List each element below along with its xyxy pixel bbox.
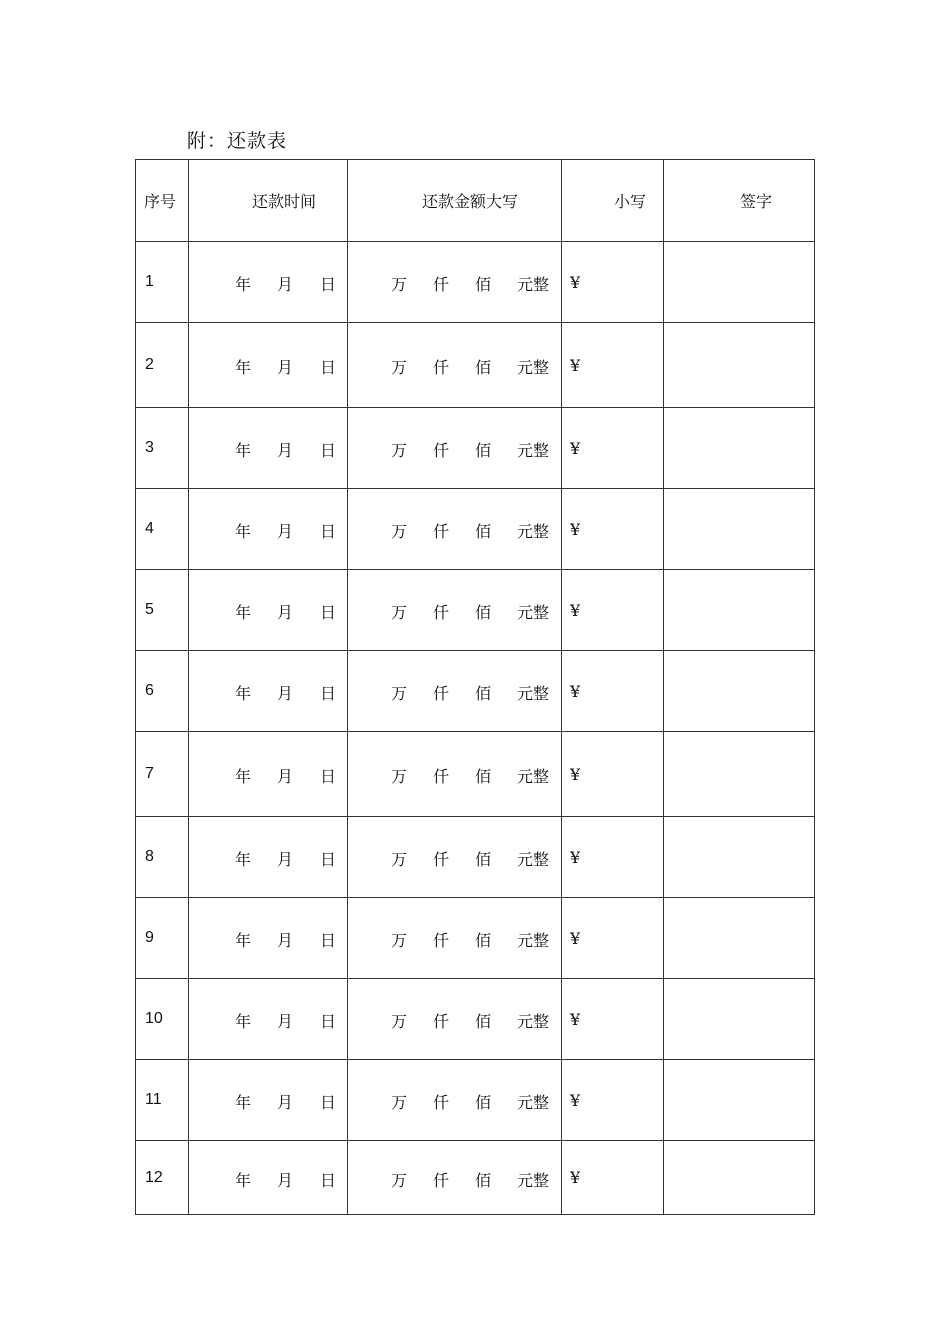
amount-small-cell[interactable] (562, 817, 664, 898)
day-unit: 日 (320, 603, 337, 622)
wan-unit: 万 (391, 767, 408, 786)
table-body (136, 242, 815, 1215)
wan-unit: 万 (391, 441, 408, 460)
year-unit: 年 (235, 603, 252, 622)
yuan-unit: 元整 (517, 1093, 550, 1112)
amount-small-cell[interactable] (562, 489, 664, 570)
currency-symbol: ¥ (570, 681, 581, 701)
yuan-unit: 元整 (517, 275, 550, 294)
repayment-date-cell[interactable] (189, 651, 348, 732)
qian-unit: 仟 (433, 358, 450, 377)
bai-unit: 佰 (475, 358, 492, 377)
yuan-unit: 元整 (517, 767, 550, 786)
currency-symbol: ¥ (570, 1168, 581, 1187)
amount-upper-cell[interactable] (348, 651, 562, 732)
qian-unit: 仟 (433, 275, 450, 294)
currency-symbol: ¥ (570, 1090, 581, 1110)
day-unit: 日 (320, 931, 337, 950)
repayment-date-cell[interactable] (189, 898, 348, 979)
day-unit: 日 (320, 1093, 337, 1112)
qian-unit: 仟 (433, 850, 450, 869)
yuan-unit: 元整 (517, 522, 550, 541)
row-number: 8 (136, 817, 189, 898)
signature-cell[interactable] (664, 489, 815, 570)
year-unit: 年 (235, 767, 252, 786)
repayment-date-cell[interactable] (189, 979, 348, 1060)
amount-small-cell[interactable] (562, 651, 664, 732)
table-row (136, 732, 815, 817)
amount-small-cell[interactable] (562, 1141, 664, 1215)
row-number: 10 (136, 979, 189, 1060)
table-header-row (136, 160, 815, 242)
bai-unit: 佰 (475, 767, 492, 786)
yuan-unit: 元整 (517, 1170, 550, 1190)
row-number: 6 (136, 651, 189, 732)
month-unit: 月 (277, 767, 294, 786)
year-unit: 年 (235, 850, 252, 869)
repayment-date-cell[interactable] (189, 817, 348, 898)
yuan-unit: 元整 (517, 1012, 550, 1031)
qian-unit: 仟 (433, 767, 450, 786)
yuan-unit: 元整 (517, 441, 550, 460)
year-unit: 年 (235, 275, 252, 294)
amount-small-cell[interactable] (562, 323, 664, 408)
wan-unit: 万 (391, 850, 408, 869)
signature-cell[interactable] (664, 817, 815, 898)
currency-symbol: ¥ (570, 272, 581, 292)
qian-unit: 仟 (433, 441, 450, 460)
wan-unit: 万 (391, 603, 408, 622)
signature-cell[interactable] (664, 732, 815, 817)
amount-small-cell[interactable] (562, 979, 664, 1060)
bai-unit: 佰 (475, 522, 492, 541)
page-title: 附：还款表 (187, 130, 288, 152)
amount-upper-cell[interactable] (348, 732, 562, 817)
table-row (136, 242, 815, 323)
qian-unit: 仟 (433, 1170, 450, 1190)
repayment-date-cell[interactable] (189, 1141, 348, 1215)
day-unit: 日 (320, 850, 337, 869)
day-unit: 日 (320, 275, 337, 294)
bai-unit: 佰 (475, 931, 492, 950)
month-unit: 月 (277, 522, 294, 541)
qian-unit: 仟 (433, 1093, 450, 1112)
day-unit: 日 (320, 684, 337, 703)
amount-upper-cell[interactable] (348, 323, 562, 408)
month-unit: 月 (277, 931, 294, 950)
yuan-unit: 元整 (517, 358, 550, 377)
month-unit: 月 (277, 358, 294, 377)
signature-cell[interactable] (664, 570, 815, 651)
yuan-unit: 元整 (517, 603, 550, 622)
yuan-unit: 元整 (517, 684, 550, 703)
day-unit: 日 (320, 1170, 337, 1190)
yuan-unit: 元整 (517, 931, 550, 950)
wan-unit: 万 (391, 1012, 408, 1031)
signature-cell[interactable] (664, 242, 815, 323)
amount-small-cell[interactable] (562, 1060, 664, 1141)
row-number: 12 (136, 1141, 189, 1215)
year-unit: 年 (235, 358, 252, 377)
bai-unit: 佰 (475, 684, 492, 703)
day-unit: 日 (320, 358, 337, 377)
qian-unit: 仟 (433, 931, 450, 950)
row-number: 4 (136, 489, 189, 570)
year-unit: 年 (235, 1170, 252, 1190)
amount-upper-cell[interactable] (348, 979, 562, 1060)
month-unit: 月 (277, 1093, 294, 1112)
year-unit: 年 (235, 522, 252, 541)
repayment-date-cell[interactable] (189, 1060, 348, 1141)
bai-unit: 佰 (475, 1170, 492, 1190)
year-unit: 年 (235, 1012, 252, 1031)
day-unit: 日 (320, 1012, 337, 1031)
header-amount-small: 小写 (562, 160, 664, 242)
signature-cell[interactable] (664, 898, 815, 979)
repayment-table (135, 159, 815, 1215)
bai-unit: 佰 (475, 441, 492, 460)
table-row (136, 898, 815, 979)
header-no: 序号 (136, 160, 189, 242)
table-row (136, 323, 815, 408)
table-row (136, 570, 815, 651)
amount-upper-cell[interactable] (348, 817, 562, 898)
bai-unit: 佰 (475, 1012, 492, 1031)
month-unit: 月 (277, 275, 294, 294)
qian-unit: 仟 (433, 522, 450, 541)
row-number: 11 (136, 1060, 189, 1141)
table-row (136, 651, 815, 732)
wan-unit: 万 (391, 931, 408, 950)
currency-symbol: ¥ (570, 355, 581, 375)
month-unit: 月 (277, 603, 294, 622)
amount-small-cell[interactable] (562, 570, 664, 651)
amount-small-cell[interactable] (562, 898, 664, 979)
table-row (136, 489, 815, 570)
qian-unit: 仟 (433, 684, 450, 703)
currency-symbol: ¥ (570, 847, 581, 867)
wan-unit: 万 (391, 522, 408, 541)
currency-symbol: ¥ (570, 600, 581, 620)
amount-small-cell[interactable] (562, 732, 664, 817)
row-number: 7 (136, 732, 189, 817)
year-unit: 年 (235, 931, 252, 950)
table-row (136, 817, 815, 898)
day-unit: 日 (320, 441, 337, 460)
amount-upper-cell[interactable] (348, 898, 562, 979)
table-row (136, 1060, 815, 1141)
amount-upper-cell[interactable] (348, 408, 562, 489)
amount-small-cell[interactable] (562, 242, 664, 323)
year-unit: 年 (235, 684, 252, 703)
repayment-date-cell[interactable] (189, 732, 348, 817)
signature-cell[interactable] (664, 323, 815, 408)
wan-unit: 万 (391, 275, 408, 294)
signature-cell[interactable] (664, 408, 815, 489)
row-number: 3 (136, 408, 189, 489)
qian-unit: 仟 (433, 1012, 450, 1031)
row-number: 1 (136, 242, 189, 323)
amount-small-cell[interactable] (562, 408, 664, 489)
currency-symbol: ¥ (570, 764, 581, 784)
amount-upper-cell[interactable] (348, 1060, 562, 1141)
currency-symbol: ¥ (570, 519, 581, 539)
month-unit: 月 (277, 684, 294, 703)
signature-cell[interactable] (664, 1141, 815, 1215)
repayment-date-cell[interactable] (189, 323, 348, 408)
year-unit: 年 (235, 1093, 252, 1112)
month-unit: 月 (277, 850, 294, 869)
repayment-date-cell[interactable] (189, 242, 348, 323)
wan-unit: 万 (391, 684, 408, 703)
repayment-date-cell[interactable] (189, 408, 348, 489)
signature-cell[interactable] (664, 651, 815, 732)
repayment-date-cell[interactable] (189, 489, 348, 570)
bai-unit: 佰 (475, 850, 492, 869)
row-number: 5 (136, 570, 189, 651)
day-unit: 日 (320, 522, 337, 541)
currency-symbol: ¥ (570, 438, 581, 458)
currency-symbol: ¥ (570, 1009, 581, 1029)
table-row (136, 408, 815, 489)
wan-unit: 万 (391, 358, 408, 377)
qian-unit: 仟 (433, 603, 450, 622)
currency-symbol: ¥ (570, 928, 581, 948)
signature-cell[interactable] (664, 979, 815, 1060)
table-row (136, 1141, 815, 1215)
signature-cell[interactable] (664, 1060, 815, 1141)
yuan-unit: 元整 (517, 850, 550, 869)
month-unit: 月 (277, 1170, 294, 1190)
bai-unit: 佰 (475, 275, 492, 294)
amount-upper-cell[interactable] (348, 489, 562, 570)
amount-upper-cell[interactable] (348, 242, 562, 323)
header-signature: 签字 (664, 160, 815, 242)
month-unit: 月 (277, 1012, 294, 1031)
month-unit: 月 (277, 441, 294, 460)
bai-unit: 佰 (475, 603, 492, 622)
row-number: 9 (136, 898, 189, 979)
amount-upper-cell[interactable] (348, 1141, 562, 1215)
table-row (136, 979, 815, 1060)
header-amount-upper: 还款金额大写 (348, 160, 562, 242)
year-unit: 年 (235, 441, 252, 460)
repayment-date-cell[interactable] (189, 570, 348, 651)
amount-upper-cell[interactable] (348, 570, 562, 651)
wan-unit: 万 (391, 1093, 408, 1112)
header-date: 还款时间 (189, 160, 348, 242)
row-number: 2 (136, 323, 189, 408)
wan-unit: 万 (391, 1170, 408, 1190)
day-unit: 日 (320, 767, 337, 786)
bai-unit: 佰 (475, 1093, 492, 1112)
